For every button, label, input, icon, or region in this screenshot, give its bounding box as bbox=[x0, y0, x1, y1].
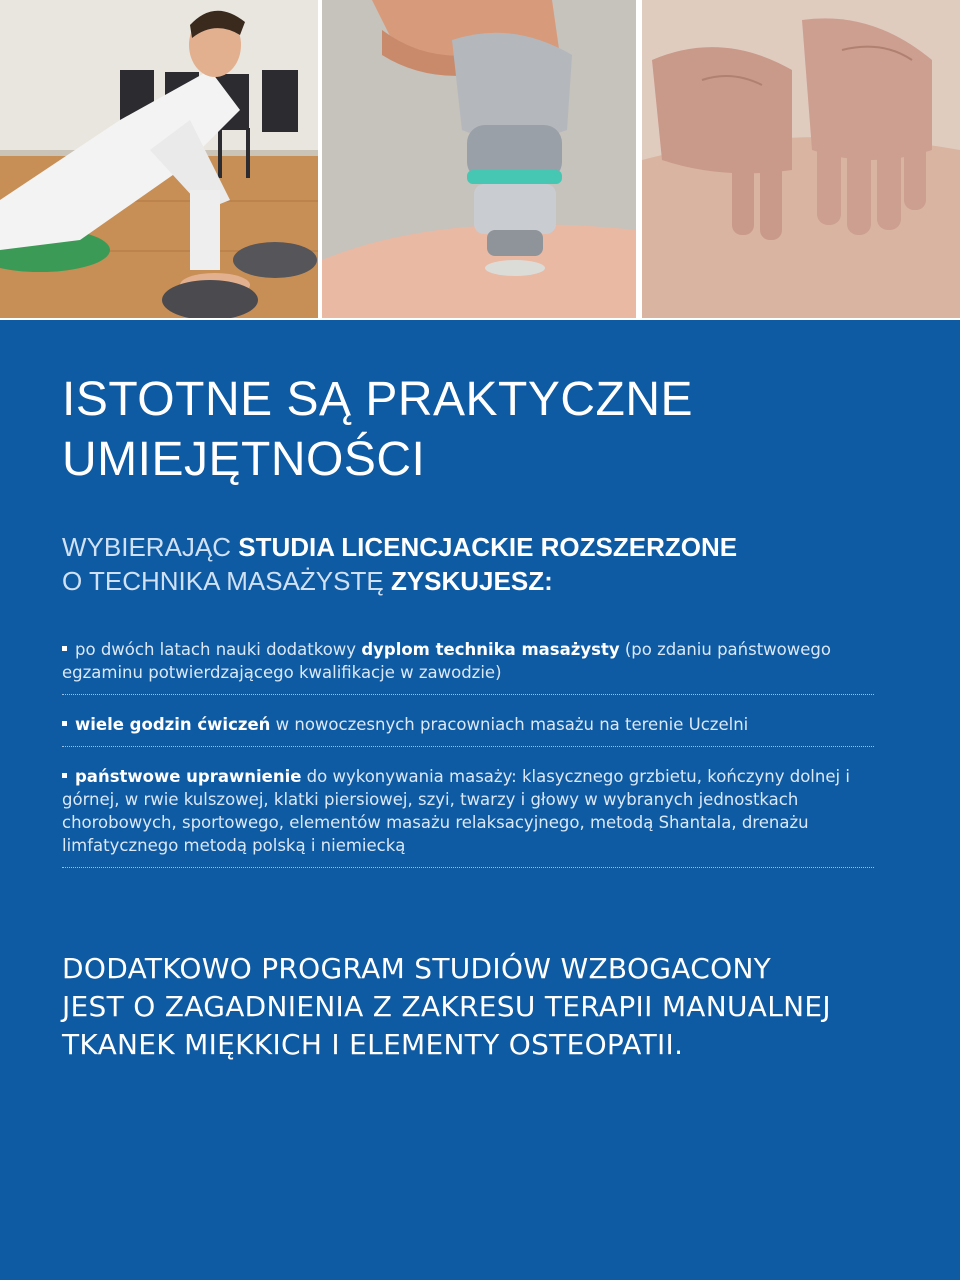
subtitle-bold-1: STUDIA LICENCJACKIE ROZSZERZONE bbox=[238, 532, 738, 562]
benefit-text-post: do wykonywania masaży: klasycznego grzbietu, kończyny dolnej i górnej, w rwie kulszowej, klatki piersiowej, szyi, twarzy i głowy w wybranych jednostkach chorobowych, sportowego, elementów masażu relaksacyjnego, metodą Shantala, drenażu limfatycznego metodą polską i niemiecką bbox=[62, 767, 850, 855]
closing-line-2: JEST O ZAGADNIENIA Z ZAKRESU TERAPII MANUALNEJ bbox=[62, 990, 831, 1023]
closing-statement bbox=[62, 950, 882, 1064]
title-line-1: ISTOTNE SĄ PRAKTYCZNE bbox=[62, 373, 694, 426]
subtitle-part-2: O TECHNIKA MASAŻYSTĘ bbox=[62, 566, 391, 596]
benefit-line-wrap bbox=[62, 767, 850, 855]
bullet-icon bbox=[62, 646, 67, 651]
benefit-text-bold: państwowe uprawnienie bbox=[75, 767, 302, 786]
benefit-text-pre: po dwóch latach nauki dodatkowy bbox=[75, 640, 362, 659]
page-title bbox=[62, 370, 693, 490]
subtitle bbox=[62, 530, 737, 598]
benefit-text-bold: dyplom technika masażysty bbox=[361, 640, 620, 659]
bullet-icon bbox=[62, 773, 67, 778]
benefit-item bbox=[62, 638, 874, 695]
title-line-2: UMIEJĘTNOŚCI bbox=[62, 433, 426, 486]
benefit-text-post: w nowoczesnych pracowniach masażu na terenie Uczelni bbox=[270, 715, 749, 734]
subtitle-part-1: WYBIERAJĄC bbox=[62, 532, 239, 562]
content-panel bbox=[0, 320, 960, 1280]
benefit-text-bold: wiele godzin ćwiczeń bbox=[75, 715, 271, 734]
bullet-icon bbox=[62, 721, 67, 726]
photo-exercise bbox=[0, 0, 318, 318]
closing-line-3: TKANEK MIĘKKICH I ELEMENTY OSTEOPATII. bbox=[62, 1028, 684, 1061]
closing-line-1: DODATKOWO PROGRAM STUDIÓW WZBOGACONY bbox=[62, 952, 772, 985]
photo-ultrasound bbox=[322, 0, 636, 318]
benefit-text-post: (po zdaniu państwowego egzaminu potwierdzającego kwalifikacje w zawodzie) bbox=[62, 640, 831, 682]
photo-strip bbox=[0, 0, 960, 320]
benefit-item bbox=[62, 765, 874, 868]
benefit-item bbox=[62, 713, 874, 747]
benefits-list bbox=[62, 638, 874, 886]
photo-massage bbox=[642, 0, 960, 318]
subtitle-bold-2: ZYSKUJESZ: bbox=[390, 566, 553, 596]
